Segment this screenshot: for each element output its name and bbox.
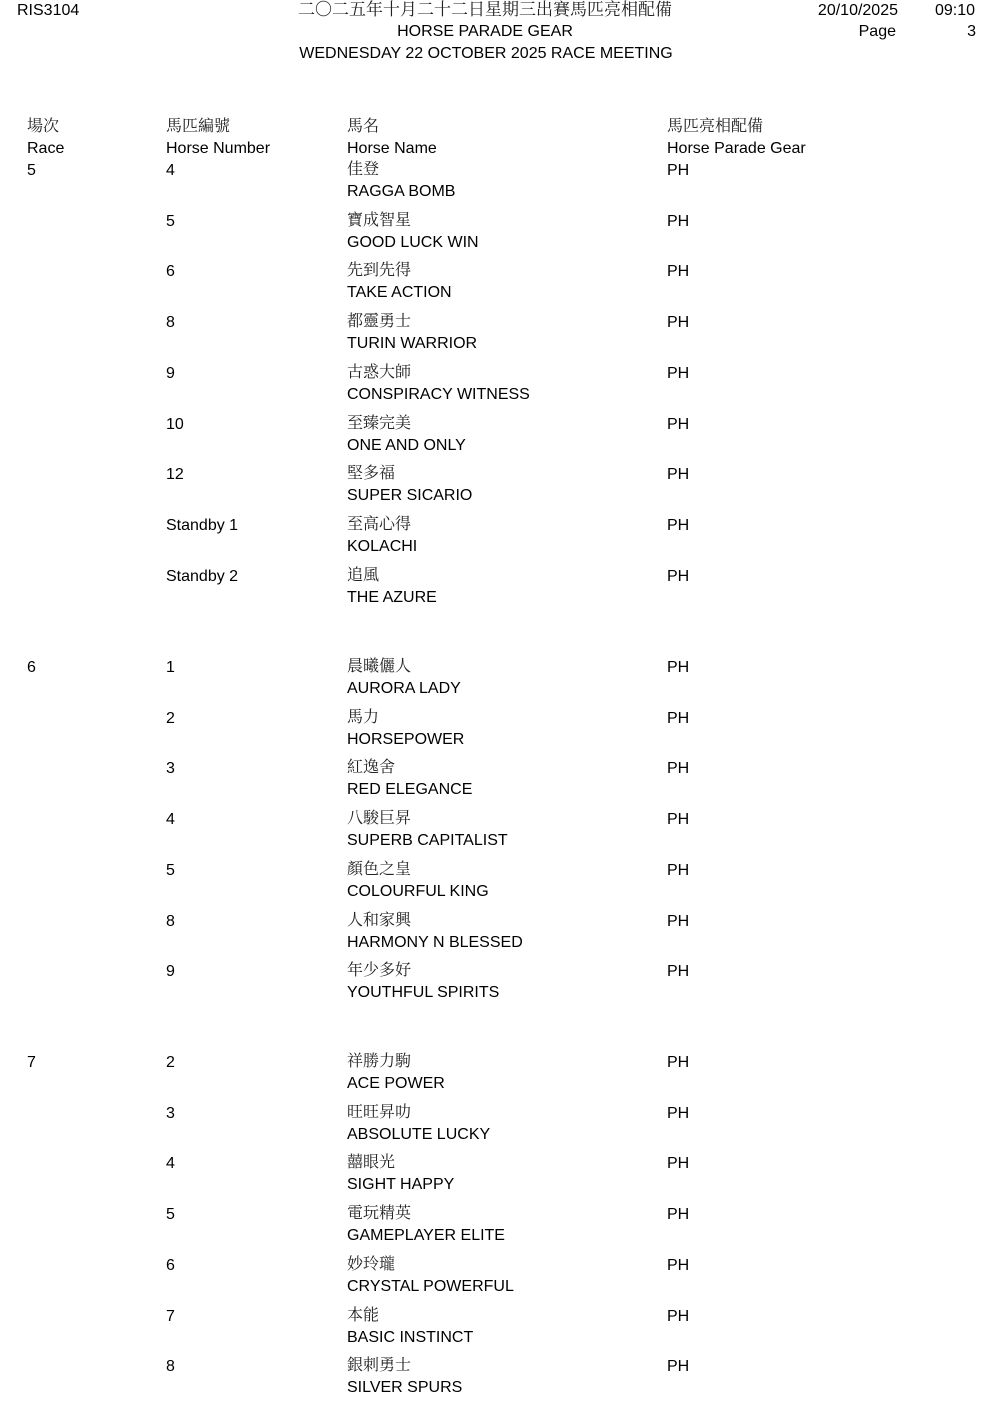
parade-gear: PH (667, 1308, 690, 1325)
parade-gear: PH (667, 517, 690, 534)
horse-name-cn: 紅逸舍 (347, 757, 396, 776)
horse-name-cn: 本能 (347, 1305, 380, 1324)
horse-name-en: YOUTHFUL SPIRITS (347, 984, 500, 1001)
horse-name-en: RAGGA BOMB (347, 183, 456, 200)
horse-number: 6 (166, 263, 175, 280)
horse-name-cn: 寶成智星 (347, 210, 412, 229)
parade-gear: PH (667, 314, 690, 331)
horse-name-en: CRYSTAL POWERFUL (347, 1278, 514, 1295)
horse-name-cn: 晨曦儷人 (347, 656, 412, 675)
horse-number: 2 (166, 1054, 175, 1071)
horse-name-en: SUPER SICARIO (347, 487, 473, 504)
horse-number: 4 (166, 811, 175, 828)
horse-name-cn: 囍眼光 (347, 1152, 396, 1171)
race-number: 7 (27, 1054, 36, 1071)
horse-number: 7 (166, 1308, 175, 1325)
race-number: 6 (27, 659, 36, 676)
parade-gear: PH (667, 760, 690, 777)
horse-name-en: KOLACHI (347, 538, 418, 555)
print-date: 20/10/2025 (817, 2, 898, 19)
horse-name-cn: 祥勝力駒 (347, 1051, 412, 1070)
parade-gear: PH (667, 659, 690, 676)
print-time: 09:10 (934, 2, 975, 19)
title-chinese: 二〇二五年十月二十二日星期三出賽馬匹亮相配備 (298, 0, 672, 20)
meeting-title: WEDNESDAY 22 OCTOBER 2025 RACE MEETING (299, 45, 673, 62)
horse-name-en: COLOURFUL KING (347, 883, 489, 900)
horse-number: Standby 1 (166, 517, 239, 534)
parade-gear: PH (667, 1155, 690, 1172)
horse-number: 10 (166, 416, 184, 433)
horse-name-cn: 旺旺昇叻 (347, 1102, 412, 1121)
horse-number: 6 (166, 1257, 175, 1274)
horse-name-cn: 八駿巨昇 (347, 808, 412, 827)
parade-gear: PH (667, 162, 690, 179)
horse-name-en: ABSOLUTE LUCKY (347, 1126, 491, 1143)
report-code: RIS3104 (17, 2, 80, 19)
horse-number: 5 (166, 862, 175, 879)
horse-name-cn: 古惑大師 (347, 362, 412, 381)
horse-number: 12 (166, 466, 184, 483)
horse-name-en: SUPERB CAPITALIST (347, 832, 508, 849)
parade-gear: PH (667, 1358, 690, 1375)
horse-name-en: BASIC INSTINCT (347, 1329, 474, 1346)
horse-number: 4 (166, 1155, 175, 1172)
column-name-cn: 馬名 (347, 116, 380, 135)
parade-gear: PH (667, 1054, 690, 1071)
horse-number: 3 (166, 1105, 175, 1122)
horse-number: 8 (166, 314, 175, 331)
column-number-en: Horse Number (166, 140, 271, 157)
parade-gear: PH (667, 263, 690, 280)
parade-gear: PH (667, 1206, 690, 1223)
horse-name-cn: 妙玲瓏 (347, 1254, 396, 1273)
column-race-cn: 場次 (27, 116, 60, 135)
horse-number: 9 (166, 963, 175, 980)
horse-name-en: TAKE ACTION (347, 284, 452, 301)
horse-name-cn: 年少多好 (347, 960, 412, 979)
horse-name-en: AURORA LADY (347, 680, 461, 697)
horse-name-en: HORSEPOWER (347, 731, 465, 748)
title-english: HORSE PARADE GEAR (397, 23, 573, 40)
horse-name-en: CONSPIRACY WITNESS (347, 386, 530, 403)
horse-number: 5 (166, 1206, 175, 1223)
horse-name-cn: 都靈勇士 (347, 311, 412, 330)
page-label: Page (858, 23, 896, 40)
horse-name-en: SIGHT HAPPY (347, 1176, 455, 1193)
column-gear-en: Horse Parade Gear (667, 140, 806, 157)
horse-name-cn: 銀刺勇士 (347, 1355, 412, 1374)
column-number-cn: 馬匹編號 (166, 116, 231, 135)
parade-gear: PH (667, 862, 690, 879)
horse-number: 8 (166, 1358, 175, 1375)
column-gear-cn: 馬匹亮相配備 (667, 116, 764, 135)
horse-name-cn: 至臻完美 (347, 413, 412, 432)
parade-gear: PH (667, 913, 690, 930)
horse-name-en: RED ELEGANCE (347, 781, 473, 798)
parade-gear: PH (667, 811, 690, 828)
horse-name-en: ACE POWER (347, 1075, 445, 1092)
horse-number: Standby 2 (166, 568, 239, 585)
horse-number: 2 (166, 710, 175, 727)
horse-name-cn: 佳登 (347, 159, 380, 178)
horse-name-en: SILVER SPURS (347, 1379, 463, 1396)
horse-name-cn: 先到先得 (347, 260, 412, 279)
horse-name-en: TURIN WARRIOR (347, 335, 478, 352)
column-race-en: Race (27, 140, 65, 157)
horse-number: 3 (166, 760, 175, 777)
horse-name-cn: 電玩精英 (347, 1203, 412, 1222)
column-name-en: Horse Name (347, 140, 437, 157)
horse-name-cn: 顏色之皇 (347, 859, 412, 878)
horse-name-cn: 人和家興 (347, 910, 412, 929)
horse-name-en: GOOD LUCK WIN (347, 234, 479, 251)
parade-gear: PH (667, 365, 690, 382)
horse-name-en: GAMEPLAYER ELITE (347, 1227, 505, 1244)
horse-name-en: ONE AND ONLY (347, 437, 466, 454)
horse-number: 8 (166, 913, 175, 930)
horse-number: 1 (166, 659, 175, 676)
horse-name-cn: 追風 (347, 565, 380, 584)
horse-name-en: THE AZURE (347, 589, 437, 606)
horse-name-cn: 至高心得 (347, 514, 412, 533)
horse-number: 9 (166, 365, 175, 382)
parade-gear: PH (667, 1105, 690, 1122)
parade-gear: PH (667, 213, 690, 230)
horse-number: 5 (166, 213, 175, 230)
parade-gear: PH (667, 1257, 690, 1274)
horse-number: 4 (166, 162, 175, 179)
page-number: 3 (967, 23, 976, 40)
race-number: 5 (27, 162, 36, 179)
parade-gear: PH (667, 416, 690, 433)
parade-gear: PH (667, 466, 690, 483)
horse-name-en: HARMONY N BLESSED (347, 934, 523, 951)
horse-name-cn: 馬力 (347, 707, 380, 726)
parade-gear: PH (667, 963, 690, 980)
parade-gear: PH (667, 710, 690, 727)
horse-name-cn: 堅多福 (347, 463, 396, 482)
parade-gear: PH (667, 568, 690, 585)
